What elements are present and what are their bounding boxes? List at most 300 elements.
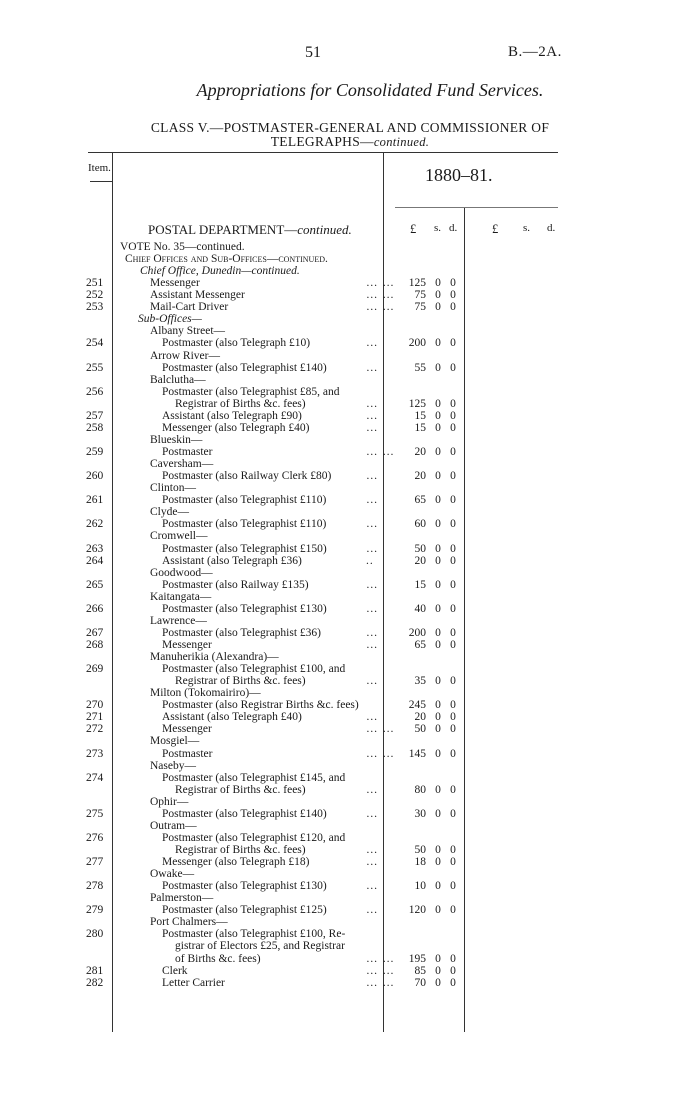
leader-dots: … bbox=[366, 421, 379, 434]
amount-pence: 0 bbox=[450, 289, 456, 302]
amount-pence: 0 bbox=[450, 446, 456, 459]
table-row bbox=[0, 868, 700, 880]
amount-pounds: 120 bbox=[408, 904, 426, 917]
item-description: Palmerston— bbox=[150, 892, 214, 905]
table-row bbox=[0, 494, 700, 506]
amount-pounds: 10 bbox=[414, 880, 426, 893]
item-description: Ophir— bbox=[150, 795, 189, 808]
item-description: Blueskin— bbox=[150, 433, 203, 446]
item-number: 258 bbox=[86, 421, 104, 434]
table-row bbox=[0, 965, 700, 977]
amount-pounds: 200 bbox=[408, 626, 426, 639]
item-number: 254 bbox=[86, 337, 104, 350]
amount-pounds: 125 bbox=[408, 277, 426, 290]
section-heading bbox=[148, 222, 352, 238]
item-description: Goodwood— bbox=[150, 566, 213, 579]
table-row bbox=[0, 337, 700, 349]
table-row bbox=[0, 953, 700, 965]
amount-pounds: 35 bbox=[414, 675, 426, 688]
document-reference: B.—2A. bbox=[508, 44, 562, 60]
leader-dots: .. bbox=[366, 554, 374, 567]
amount-shillings: 0 bbox=[435, 397, 441, 410]
page-title-text: Appropriations for Consolidated Fund Services. bbox=[196, 80, 544, 100]
item-description: Registrar of Births &c. fees) bbox=[175, 783, 306, 796]
item-description: gistrar of Electors £25, and Registrar bbox=[175, 940, 345, 953]
amount-shillings: 0 bbox=[435, 518, 441, 531]
class-heading-text: TELEGRAPHS— bbox=[270, 134, 374, 149]
leader-dots: … … bbox=[366, 723, 395, 736]
amount-pence: 0 bbox=[450, 470, 456, 483]
item-description: Assistant (also Telegraph £40) bbox=[162, 711, 302, 724]
amount-pence: 0 bbox=[450, 602, 456, 615]
item-description: Messenger bbox=[162, 638, 212, 651]
item-number: 252 bbox=[86, 289, 104, 302]
item-description: Postmaster (also Telegraphist £125) bbox=[162, 904, 327, 917]
table-row bbox=[0, 651, 700, 663]
amount-pence: 0 bbox=[450, 711, 456, 724]
leader-dots: … … bbox=[366, 952, 395, 965]
table-row bbox=[0, 241, 700, 253]
item-number: 278 bbox=[86, 880, 104, 893]
table-row bbox=[0, 434, 700, 446]
section-title: POSTAL DEPARTMENT— bbox=[148, 222, 298, 237]
amount-pounds: 200 bbox=[408, 337, 426, 350]
amount-pounds: 30 bbox=[414, 807, 426, 820]
table-row bbox=[0, 301, 700, 313]
amount-shillings: 0 bbox=[435, 976, 441, 989]
table-row bbox=[0, 277, 700, 289]
amount-pounds: 50 bbox=[414, 542, 426, 555]
item-number: 261 bbox=[86, 494, 104, 507]
amount-shillings: 0 bbox=[435, 337, 441, 350]
amount-pence: 0 bbox=[450, 723, 456, 736]
item-description: Messenger bbox=[150, 277, 200, 290]
amount-shillings: 0 bbox=[435, 856, 441, 869]
amount-pence: 0 bbox=[450, 976, 456, 989]
table-row bbox=[0, 350, 700, 362]
amount-pence: 0 bbox=[450, 964, 456, 977]
amount-shillings: 0 bbox=[435, 964, 441, 977]
col-pounds-header: £ bbox=[410, 222, 417, 236]
item-description: Postmaster (also Telegraphist £150) bbox=[162, 542, 327, 555]
item-number: 276 bbox=[86, 831, 104, 844]
amount-pence: 0 bbox=[450, 675, 456, 688]
table-row bbox=[0, 530, 700, 542]
amount-pence: 0 bbox=[450, 880, 456, 893]
table-row bbox=[0, 422, 700, 434]
item-description: Postmaster (also Registrar Births &c. fees) bbox=[162, 699, 359, 712]
amount-pence: 0 bbox=[450, 361, 456, 374]
item-description: Postmaster (also Telegraphist £85, and bbox=[162, 385, 340, 398]
item-description: Albany Street— bbox=[150, 325, 226, 338]
item-number: 280 bbox=[86, 928, 104, 941]
table-row bbox=[0, 796, 700, 808]
table-row bbox=[0, 410, 700, 422]
page-number: 51 bbox=[305, 44, 321, 61]
col-pounds-header-2: £ bbox=[492, 222, 499, 236]
table-row bbox=[0, 844, 700, 856]
table-row bbox=[0, 904, 700, 916]
item-number: 274 bbox=[86, 771, 104, 784]
table-row bbox=[0, 940, 700, 952]
amount-shillings: 0 bbox=[435, 626, 441, 639]
page-title bbox=[0, 80, 700, 101]
item-description: Postmaster bbox=[162, 446, 213, 459]
amount-pence: 0 bbox=[450, 421, 456, 434]
leader-dots: … bbox=[366, 675, 379, 688]
amount-pounds: 125 bbox=[408, 397, 426, 410]
amount-pounds: 60 bbox=[414, 518, 426, 531]
class-heading-line2 bbox=[0, 134, 700, 150]
amount-shillings: 0 bbox=[435, 783, 441, 796]
item-description: Clerk bbox=[162, 964, 188, 977]
item-description: Postmaster (also Telegraphist £145, and bbox=[162, 771, 346, 784]
leader-dots: … bbox=[366, 711, 379, 724]
amount-pence: 0 bbox=[450, 699, 456, 712]
item-description: Messenger bbox=[162, 723, 212, 736]
item-description: Registrar of Births &c. fees) bbox=[175, 675, 306, 688]
section-continued: continued. bbox=[297, 222, 352, 237]
amount-pounds: 18 bbox=[414, 856, 426, 869]
item-description: Postmaster (also Railway Clerk £80) bbox=[162, 470, 332, 483]
item-description: Cromwell— bbox=[150, 530, 208, 543]
amount-pounds: 70 bbox=[414, 976, 426, 989]
amount-pounds: 195 bbox=[408, 952, 426, 965]
item-description: VOTE No. 35—continued. bbox=[120, 241, 245, 253]
item-description: Postmaster (also Telegraphist £140) bbox=[162, 807, 327, 820]
amount-shillings: 0 bbox=[435, 807, 441, 820]
table-row bbox=[0, 482, 700, 494]
item-number: 277 bbox=[86, 856, 104, 869]
col-shillings-header: s. bbox=[434, 222, 442, 234]
item-number: 270 bbox=[86, 699, 104, 712]
table-row bbox=[0, 928, 700, 940]
item-description: Assistant Messenger bbox=[150, 289, 245, 302]
item-number: 266 bbox=[86, 602, 104, 615]
item-number: 253 bbox=[86, 301, 104, 314]
amount-pence: 0 bbox=[450, 494, 456, 507]
amount-pounds: 20 bbox=[414, 446, 426, 459]
table-row bbox=[0, 880, 700, 892]
item-number: 264 bbox=[86, 554, 104, 567]
amount-pounds: 75 bbox=[414, 301, 426, 314]
col-pence-header-2: d. bbox=[547, 222, 556, 234]
leader-dots: … bbox=[366, 880, 379, 893]
item-description: Assistant (also Telegraph £90) bbox=[162, 409, 302, 422]
leader-dots: … bbox=[366, 602, 379, 615]
amount-shillings: 0 bbox=[435, 554, 441, 567]
amount-shillings: 0 bbox=[435, 542, 441, 555]
amount-pounds: 85 bbox=[414, 964, 426, 977]
item-description: Postmaster (also Telegraphist £100, and bbox=[162, 663, 346, 676]
item-number: 279 bbox=[86, 904, 104, 917]
amount-pence: 0 bbox=[450, 301, 456, 314]
amount-shillings: 0 bbox=[435, 470, 441, 483]
amount-pounds: 15 bbox=[414, 409, 426, 422]
amount-shillings: 0 bbox=[435, 699, 441, 712]
table-row bbox=[0, 675, 700, 687]
amount-pence: 0 bbox=[450, 542, 456, 555]
amount-shillings: 0 bbox=[435, 289, 441, 302]
leader-dots: … bbox=[366, 638, 379, 651]
amount-pence: 0 bbox=[450, 409, 456, 422]
item-number: 268 bbox=[86, 638, 104, 651]
item-description: Postmaster bbox=[162, 747, 213, 760]
leader-dots: … bbox=[366, 856, 379, 869]
table-row bbox=[0, 265, 700, 277]
item-number: 255 bbox=[86, 361, 104, 374]
item-description: Clinton— bbox=[150, 482, 197, 495]
item-description: Registrar of Births &c. fees) bbox=[175, 844, 306, 856]
item-number: 265 bbox=[86, 578, 104, 591]
amount-pence: 0 bbox=[450, 397, 456, 410]
amount-shillings: 0 bbox=[435, 638, 441, 651]
item-description: Kaitangata— bbox=[150, 590, 212, 603]
leader-dots: … bbox=[366, 470, 379, 483]
table-row bbox=[0, 603, 700, 615]
leader-dots: … bbox=[366, 844, 379, 856]
item-description: Balclutha— bbox=[150, 373, 206, 386]
table-row bbox=[0, 567, 700, 579]
item-description: Postmaster (also Telegraphist £130) bbox=[162, 880, 327, 893]
amount-pounds: 65 bbox=[414, 494, 426, 507]
item-number: 263 bbox=[86, 542, 104, 555]
item-description: Postmaster (also Telegraphist £110) bbox=[162, 518, 327, 531]
amount-pounds: 65 bbox=[414, 638, 426, 651]
amount-shillings: 0 bbox=[435, 952, 441, 965]
item-description: Milton (Tokomairiro)— bbox=[150, 687, 261, 700]
amount-shillings: 0 bbox=[435, 711, 441, 724]
amount-shillings: 0 bbox=[435, 602, 441, 615]
table-row bbox=[0, 711, 700, 723]
leader-dots: … bbox=[366, 542, 379, 555]
item-description: Mail-Cart Driver bbox=[150, 301, 229, 314]
table-row bbox=[0, 916, 700, 928]
leader-dots: … bbox=[366, 494, 379, 507]
item-number: 256 bbox=[86, 385, 104, 398]
amount-shillings: 0 bbox=[435, 723, 441, 736]
amount-pence: 0 bbox=[450, 747, 456, 760]
item-description: Postmaster (also Telegraphist £130) bbox=[162, 602, 327, 615]
amount-shillings: 0 bbox=[435, 446, 441, 459]
amount-pence: 0 bbox=[450, 856, 456, 869]
leader-dots: … … bbox=[366, 277, 395, 290]
amount-pounds: 15 bbox=[414, 578, 426, 591]
amount-pence: 0 bbox=[450, 638, 456, 651]
amount-shillings: 0 bbox=[435, 747, 441, 760]
item-number: 260 bbox=[86, 470, 104, 483]
table-row bbox=[0, 627, 700, 639]
amount-shillings: 0 bbox=[435, 494, 441, 507]
item-description: Arrow River— bbox=[150, 349, 220, 362]
amount-shillings: 0 bbox=[435, 301, 441, 314]
leader-dots: … bbox=[366, 626, 379, 639]
table-row bbox=[0, 313, 700, 325]
amount-pounds: 50 bbox=[414, 844, 426, 856]
item-description: Caversham— bbox=[150, 458, 214, 471]
item-column-header: Item. bbox=[88, 162, 111, 174]
item-number: 271 bbox=[86, 711, 104, 724]
amount-pence: 0 bbox=[450, 783, 456, 796]
table-row bbox=[0, 289, 700, 301]
item-description: Messenger (also Telegraph £40) bbox=[162, 421, 310, 434]
item-description: Outram— bbox=[150, 819, 197, 832]
table-row bbox=[0, 386, 700, 398]
amount-pence: 0 bbox=[450, 844, 456, 856]
col-pence-header: d. bbox=[449, 222, 458, 234]
table-row bbox=[0, 639, 700, 651]
table-row bbox=[0, 470, 700, 482]
table-row bbox=[0, 784, 700, 796]
item-description: Postmaster (also Telegraphist £110) bbox=[162, 494, 327, 507]
amount-pounds: 15 bbox=[414, 421, 426, 434]
item-description: Chief Offices and Sub-Offices—continued. bbox=[125, 253, 328, 266]
leader-dots: … … bbox=[366, 747, 395, 760]
item-number: 257 bbox=[86, 409, 104, 422]
amount-pounds: 80 bbox=[414, 783, 426, 796]
amount-pounds: 75 bbox=[414, 289, 426, 302]
item-description: Postmaster (also Telegraphist £100, Re- bbox=[162, 928, 346, 941]
item-description: Postmaster (also Railway £135) bbox=[162, 578, 309, 591]
year-underline bbox=[395, 207, 558, 208]
amount-shillings: 0 bbox=[435, 421, 441, 434]
leader-dots: … … bbox=[366, 301, 395, 314]
class-heading-continued: continued. bbox=[373, 135, 430, 149]
item-description: Manuherikia (Alexandra)— bbox=[150, 651, 279, 664]
table-row bbox=[0, 615, 700, 627]
amount-pence: 0 bbox=[450, 626, 456, 639]
item-description: Postmaster (also Telegraphist £36) bbox=[162, 626, 321, 639]
leader-dots: … bbox=[366, 783, 379, 796]
table-row bbox=[0, 760, 700, 772]
amount-shillings: 0 bbox=[435, 409, 441, 422]
item-number: 272 bbox=[86, 723, 104, 736]
item-description: Messenger (also Telegraph £18) bbox=[162, 856, 310, 869]
table-row bbox=[0, 325, 700, 337]
item-description: Postmaster (also Telegraph £10) bbox=[162, 337, 311, 350]
leader-dots: … bbox=[366, 409, 379, 422]
item-description: Clyde— bbox=[150, 506, 189, 519]
col-shillings-header-2: s. bbox=[523, 222, 531, 234]
item-description: Postmaster (also Telegraphist £140) bbox=[162, 361, 327, 374]
leader-dots: … bbox=[366, 578, 379, 591]
table-row bbox=[0, 687, 700, 699]
item-description: Assistant (also Telegraph £36) bbox=[162, 554, 302, 567]
item-number: 262 bbox=[86, 518, 104, 531]
item-description: Chief Office, Dunedin—continued. bbox=[140, 265, 300, 278]
amount-pence: 0 bbox=[450, 904, 456, 917]
table-row bbox=[0, 808, 700, 820]
amount-shillings: 0 bbox=[435, 277, 441, 290]
amount-pence: 0 bbox=[450, 952, 456, 965]
amount-pounds: 20 bbox=[414, 554, 426, 567]
amount-pence: 0 bbox=[450, 807, 456, 820]
table-row bbox=[0, 518, 700, 530]
item-description: Naseby— bbox=[150, 759, 196, 772]
item-number: 273 bbox=[86, 747, 104, 760]
table-row bbox=[0, 362, 700, 374]
amount-pounds: 20 bbox=[414, 470, 426, 483]
table-row bbox=[0, 543, 700, 555]
table-row bbox=[0, 772, 700, 784]
amount-pounds: 40 bbox=[414, 602, 426, 615]
leader-dots: … … bbox=[366, 964, 395, 977]
table-row bbox=[0, 555, 700, 567]
leader-dots: … bbox=[366, 518, 379, 531]
table-row bbox=[0, 977, 700, 989]
class-heading-line1: CLASS V.—POSTMASTER-GENERAL AND COMMISSIONER OF bbox=[150, 120, 550, 135]
amount-shillings: 0 bbox=[435, 904, 441, 917]
item-description: Sub-Offices— bbox=[138, 313, 202, 326]
year-header: 1880–81. bbox=[425, 165, 493, 185]
amount-pounds: 20 bbox=[414, 711, 426, 724]
item-number: 267 bbox=[86, 626, 104, 639]
amount-pence: 0 bbox=[450, 554, 456, 567]
table-row bbox=[0, 253, 700, 265]
leader-dots: … … bbox=[366, 976, 395, 989]
leader-dots: … … bbox=[366, 446, 395, 459]
item-number: 251 bbox=[86, 277, 104, 290]
table-row bbox=[0, 892, 700, 904]
table-row bbox=[0, 699, 700, 711]
table-row bbox=[0, 832, 700, 844]
table-row bbox=[0, 374, 700, 386]
amount-shillings: 0 bbox=[435, 844, 441, 856]
item-description: Port Chalmers— bbox=[150, 916, 228, 929]
table-row bbox=[0, 446, 700, 458]
amount-pounds: 50 bbox=[414, 723, 426, 736]
amount-shillings: 0 bbox=[435, 578, 441, 591]
item-description: Letter Carrier bbox=[162, 976, 225, 989]
table-row bbox=[0, 458, 700, 470]
amount-pounds: 245 bbox=[408, 699, 426, 712]
table-row bbox=[0, 663, 700, 675]
table-row bbox=[0, 591, 700, 603]
amount-pounds: 145 bbox=[408, 747, 426, 760]
table-row bbox=[0, 723, 700, 735]
item-description: of Births &c. fees) bbox=[175, 952, 261, 965]
item-number: 259 bbox=[86, 446, 104, 459]
amount-pence: 0 bbox=[450, 277, 456, 290]
amount-pounds: 55 bbox=[414, 361, 426, 374]
amount-shillings: 0 bbox=[435, 880, 441, 893]
table-row bbox=[0, 856, 700, 868]
leader-dots: … bbox=[366, 361, 379, 374]
table-row bbox=[0, 398, 700, 410]
leader-dots: … bbox=[366, 337, 379, 350]
item-number: 281 bbox=[86, 964, 104, 977]
item-description: Mosgiel— bbox=[150, 735, 200, 748]
leader-dots: … bbox=[366, 904, 379, 917]
header-rule-top bbox=[88, 152, 558, 153]
table-row bbox=[0, 820, 700, 832]
table-row bbox=[0, 735, 700, 747]
amount-pence: 0 bbox=[450, 518, 456, 531]
amount-pence: 0 bbox=[450, 578, 456, 591]
amount-pence: 0 bbox=[450, 337, 456, 350]
amount-shillings: 0 bbox=[435, 675, 441, 688]
table-row bbox=[0, 506, 700, 518]
table-row bbox=[0, 748, 700, 760]
item-number: 275 bbox=[86, 807, 104, 820]
item-number: 269 bbox=[86, 663, 104, 676]
leader-dots: … … bbox=[366, 289, 395, 302]
item-number: 282 bbox=[86, 976, 104, 989]
item-description: Lawrence— bbox=[150, 614, 207, 627]
leader-dots: … bbox=[366, 397, 379, 410]
table-row bbox=[0, 579, 700, 591]
leader-dots: … bbox=[366, 807, 379, 820]
